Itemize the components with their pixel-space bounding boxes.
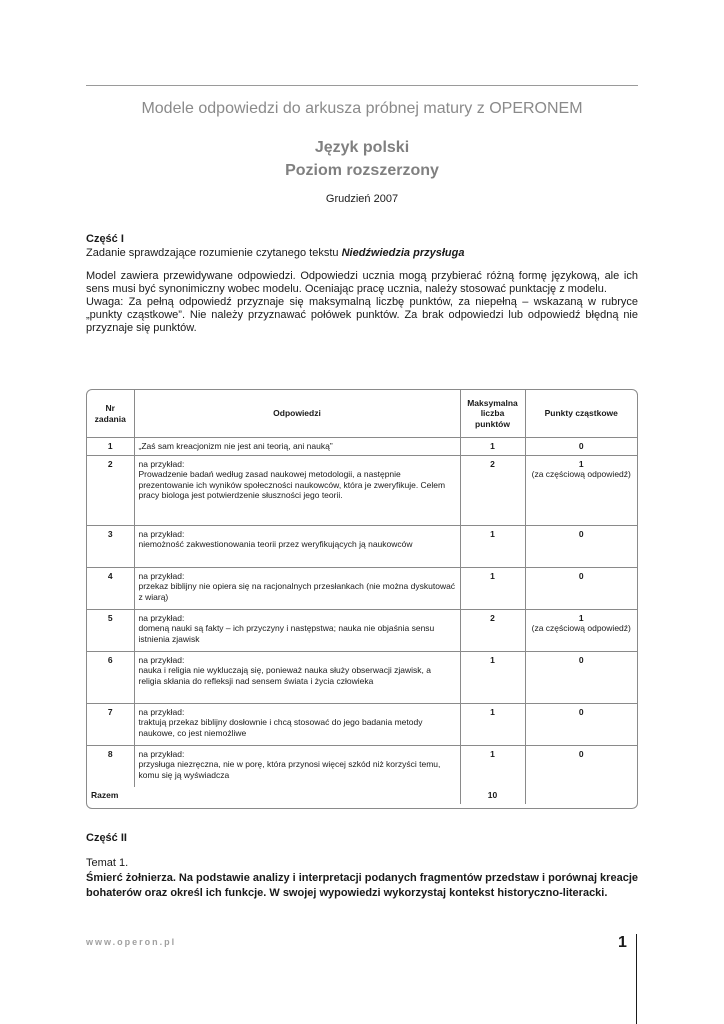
row-answer: na przykład: Prowadzenie badań według zasad naukowej metodologii, a następnie prezentowanie ich wyników społeczności naukowców, która je zweryfikuje. Celem pracy biologa jest potwierdzenie słuszności jego teorii. (134, 455, 460, 525)
part1-task (86, 247, 464, 259)
side-rule (636, 934, 637, 1024)
row-partial-points (525, 745, 637, 787)
table-row (87, 651, 637, 703)
row-answer: na przykład: niemożność zakwestionowania teorii przez weryfikujących ją naukowców (134, 525, 460, 567)
row-max-points: 1 (460, 525, 525, 567)
table-row (87, 609, 637, 651)
row-answer: na przykład: przysługa niezręczna, nie w porę, która przynosi więcej szkód niż korzyści temu, komu się ją wyświadcza (134, 745, 460, 787)
partial-value: 1 (578, 458, 584, 469)
partial-value: 0 (578, 748, 584, 759)
row-partial-points (525, 651, 637, 703)
answers-table (86, 389, 638, 809)
document-date: Grudzień 2007 (325, 193, 399, 205)
table-row (87, 525, 637, 567)
row-partial-points (525, 438, 637, 456)
table-row (87, 745, 637, 787)
row-answer: na przykład: traktują przekaz biblijny dosłownie i chcą stosować do jego badania metody naukowe, co jest niemożliwe (134, 703, 460, 745)
total-empty (525, 787, 637, 804)
row-partial-points (525, 703, 637, 745)
part2-heading: Część II (86, 832, 127, 844)
header-max: Maksymalna liczba punktów (460, 390, 525, 438)
part1-task-prefix: Zadanie sprawdzające rozumienie czytanego tekstu (86, 247, 342, 259)
topic-text: Śmierć żołnierza. Na podstawie analizy i interpretacji podanych fragmentów przedstaw i porównaj kreacje bohaterów oraz określ ich funkcje. W swojej wypowiedzi wykorzystaj kontekst historyczno-literacki. (86, 872, 638, 899)
footer-website: www.operon.pl (86, 937, 177, 947)
level-title: Poziom rozszerzony (285, 162, 439, 179)
partial-value: 0 (578, 528, 584, 539)
partial-value: 1 (578, 612, 584, 623)
partial-value: 0 (578, 441, 584, 451)
row-number: 4 (87, 567, 134, 609)
row-max-points: 2 (460, 455, 525, 525)
row-partial-points (525, 567, 637, 609)
header-partial: Punkty cząstkowe (525, 390, 637, 438)
row-max-points: 2 (460, 609, 525, 651)
table-row (87, 567, 637, 609)
header-answers: Odpowiedzi (134, 390, 460, 438)
part1-heading: Część I (86, 233, 124, 245)
row-max-points: 1 (460, 703, 525, 745)
partial-note: (za częściową odpowiedź) (531, 623, 631, 633)
partial-note: (za częściową odpowiedź) (531, 469, 631, 479)
table-row (87, 703, 637, 745)
row-max-points: 1 (460, 567, 525, 609)
total-label: Razem (87, 787, 460, 804)
header-nr: Nr zadania (87, 390, 134, 438)
partial-value: 0 (578, 706, 584, 717)
intro-paragraph-1: Model zawiera przewidywane odpowiedzi. Odpowiedzi ucznia mogą przybierać różną formę językową, ale ich sens musi być synonimiczny wobec modelu. Oceniając pracę ucznia, należy stosować punktację z modelu. (86, 270, 638, 295)
subject-title: Język polski (314, 139, 410, 156)
intro-text (86, 270, 638, 335)
intro-paragraph-2: Uwaga: Za pełną odpowiedź przyznaje się maksymalną liczbę punktów, za niepełną – wskazaną w rubryce „punkty cząstkowe”. Nie należy przyznawać połówek punktów. Za brak odpowiedzi lub odpowiedź błędną nie przyznaje się punktów. (86, 296, 638, 334)
row-number: 6 (87, 651, 134, 703)
row-max-points: 1 (460, 651, 525, 703)
document-title: Modele odpowiedzi do arkusza próbnej matury z OPERONEM (141, 100, 583, 117)
row-answer: na przykład: nauka i religia nie wykluczają się, ponieważ nauka służy obserwacji zjawisk, a religia skłania do refleksji nad sensem świata i życia człowieka (134, 651, 460, 703)
row-partial-points (525, 455, 637, 525)
row-max-points: 1 (460, 745, 525, 787)
top-rule (86, 85, 638, 86)
row-answer: na przykład: domeną nauki są fakty – ich przyczyny i następstwa; nauka nie objaśnia sensu istnienia zjawisk (134, 609, 460, 651)
row-number: 2 (87, 455, 134, 525)
row-number: 5 (87, 609, 134, 651)
partial-value: 0 (578, 654, 584, 665)
row-number: 3 (87, 525, 134, 567)
partial-value: 0 (578, 570, 584, 581)
page-number: 1 (618, 934, 627, 951)
table-row (87, 455, 637, 525)
total-value: 10 (460, 787, 525, 804)
row-max-points: 1 (460, 438, 525, 456)
row-answer: „Zaś sam kreacjonizm nie jest ani teorią, ani nauką” (134, 438, 460, 456)
row-partial-points (525, 525, 637, 567)
part1-task-title: Niedźwiedzia przysługa (341, 247, 465, 259)
table-header-row (87, 390, 637, 438)
row-answer: na przykład: przekaz biblijny nie opiera się na racjonalnych przesłankach (nie można dyskutować z wiarą) (134, 567, 460, 609)
row-number: 1 (87, 438, 134, 456)
table-row (87, 438, 637, 456)
row-number: 7 (87, 703, 134, 745)
total-row (87, 787, 637, 804)
row-partial-points (525, 609, 637, 651)
topic-label: Temat 1. (86, 857, 129, 869)
row-number: 8 (87, 745, 134, 787)
